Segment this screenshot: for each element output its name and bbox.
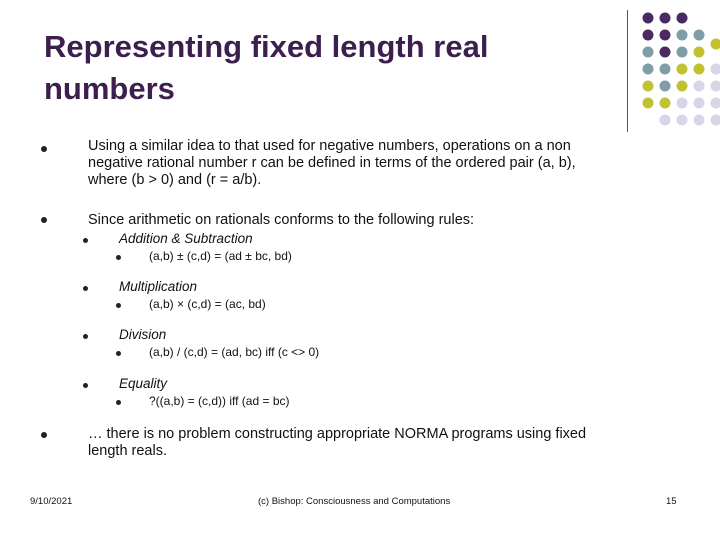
- page-number: 15: [666, 496, 677, 507]
- dot: [711, 81, 720, 92]
- dot: [677, 64, 688, 75]
- title-line-1: Representing fixed length real: [44, 29, 489, 64]
- dot: [643, 81, 654, 92]
- sub-heading-division: Division: [119, 327, 167, 342]
- dot: [694, 115, 705, 126]
- rule-division: (a,b) / (c,d) = (ad, bc) iff (c <> 0): [149, 345, 320, 359]
- dot: [677, 30, 688, 41]
- dot: [643, 98, 654, 109]
- footer-date: 9/10/2021: [30, 496, 73, 507]
- bullet-1-text: [88, 138, 576, 189]
- dot: [677, 13, 688, 24]
- dot: [694, 30, 705, 41]
- bullet-1-line-3: where (b > 0) and (r = a/b).: [88, 172, 262, 188]
- dot: [711, 64, 720, 75]
- rule-multiplication: (a,b) × (c,d) = (ac, bd): [149, 297, 266, 311]
- dot: [660, 98, 671, 109]
- dot: [677, 47, 688, 58]
- bullet-1-line-2: negative rational number r can be defined in terms of the ordered pair (a, b),: [88, 155, 576, 171]
- bullet-2-text: Since arithmetic on rationals conforms to the following rules:: [88, 212, 475, 228]
- title-line-2: numbers: [44, 71, 175, 106]
- sub-bullet-dot: [83, 383, 88, 388]
- sub-bullet-dot: [83, 286, 88, 291]
- dot: [660, 115, 671, 126]
- dot: [643, 13, 654, 24]
- dot: [660, 81, 671, 92]
- dot: [677, 115, 688, 126]
- bullet-1-line-1: Using a similar idea to that used for negative numbers, operations on a non: [88, 138, 571, 154]
- sub-bullet-dot: [83, 334, 88, 339]
- dot: [694, 98, 705, 109]
- dot: [643, 64, 654, 75]
- rule-bullet-dot: [116, 255, 121, 260]
- bullet-dot: [41, 146, 47, 152]
- dot: [660, 13, 671, 24]
- dot: [711, 115, 720, 126]
- rule-bullet-dot: [116, 351, 121, 356]
- bullet-3-line-2: length reals.: [88, 443, 167, 459]
- decorative-dot-grid: [0, 0, 720, 140]
- dot: [694, 47, 705, 58]
- footer-center-text: (c) Bishop: Consciousness and Computations: [258, 496, 451, 507]
- dot: [643, 30, 654, 41]
- dot: [660, 47, 671, 58]
- bullet-3-line-1: … there is no problem constructing appropriate NORMA programs using fixed: [88, 426, 587, 442]
- rule-bullet-dot: [116, 400, 121, 405]
- dot: [643, 47, 654, 58]
- sub-bullet-dot: [83, 238, 88, 243]
- dot: [694, 81, 705, 92]
- dot: [694, 64, 705, 75]
- bullet-dot: [41, 432, 47, 438]
- dot: [660, 64, 671, 75]
- sub-heading-equality: Equality: [119, 376, 168, 391]
- bullet-3-text: [88, 426, 586, 460]
- rule-addition: (a,b) ± (c,d) = (ad ± bc, bd): [149, 249, 292, 263]
- dot: [711, 98, 720, 109]
- sub-heading-multiplication: Multiplication: [119, 279, 198, 294]
- rule-bullet-dot: [116, 303, 121, 308]
- dot: [711, 39, 720, 50]
- dot: [677, 98, 688, 109]
- sub-heading-addition: Addition & Subtraction: [119, 231, 253, 246]
- dot: [677, 81, 688, 92]
- bullet-dot: [41, 217, 47, 223]
- rule-equality: ?((a,b) = (c,d)) iff (ad = bc): [149, 394, 290, 408]
- dot: [660, 30, 671, 41]
